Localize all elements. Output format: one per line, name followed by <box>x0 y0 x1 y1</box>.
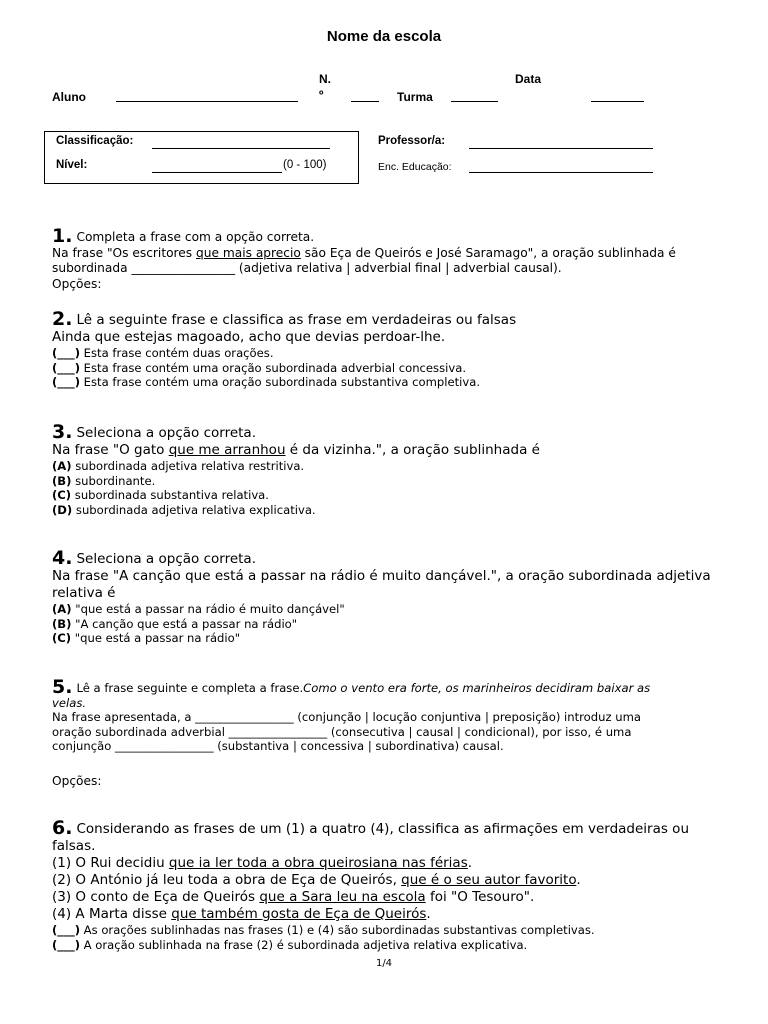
stem-text: é da vizinha.", a oração sublinhada é <box>285 442 540 458</box>
item-text: A oração sublinhada na frase (2) é subordinada adjetiva relativa explicativa. <box>80 937 528 952</box>
nivel-label: Nível: <box>56 159 88 171</box>
answer-blank[interactable]: (___) <box>52 346 80 360</box>
option-text: "A canção que está a passar na rádio" <box>71 616 298 631</box>
nivel-field[interactable] <box>152 172 282 173</box>
question-number: 1. <box>52 225 73 247</box>
answer-blank[interactable]: (___) <box>52 360 80 375</box>
option-text: "que está a passar na rádio" <box>71 631 241 646</box>
sentence-text: (1) O Rui decidiu <box>52 855 169 871</box>
fill-in-line[interactable]: subordinada _________________ (adjetiva relativa | adverbial final | adverbial causal). <box>52 261 562 275</box>
sentence-text: . <box>426 906 431 922</box>
italic-sentence: Como o vento era forte, os marinheiros decidiram baixar as <box>303 681 651 695</box>
sentence-text: . <box>576 872 581 888</box>
option-b[interactable] <box>52 617 712 632</box>
true-false-item[interactable] <box>52 375 712 390</box>
underlined-clause: que é o seu autor favorito <box>401 872 577 888</box>
option-text: subordinada adjetiva relativa restritiva. <box>71 459 305 473</box>
true-false-item[interactable] <box>52 923 712 938</box>
question-prompt: Lê a frase seguinte e completa a frase. <box>76 681 304 695</box>
item-text: Esta frase contém uma oração subordinada adverbial concessiva. <box>80 360 467 375</box>
item-text: Esta frase contém uma oração subordinada substantiva completiva. <box>80 375 481 390</box>
option-text: subordinada substantiva relativa. <box>71 488 269 503</box>
underlined-clause: que me arranhou <box>168 442 286 458</box>
stem-text: Na frase "O gato <box>52 442 169 458</box>
stem-text: são Eça de Queirós e José Saramago", a oração sublinhada é <box>300 245 676 260</box>
question-number: 3. <box>52 421 73 443</box>
question-sentence: Ainda que estejas magoado, acho que devias perdoar-lhe. <box>52 329 446 345</box>
sentence-text: (2) O António já leu toda a obra de Eça de Queirós, <box>52 872 402 888</box>
page-number: 1/4 <box>375 958 393 969</box>
underlined-clause: que a Sara leu na escola <box>259 889 426 905</box>
aluno-field[interactable] <box>116 101 298 102</box>
turma-label: Turma <box>397 90 433 104</box>
data-label: Data <box>515 72 542 86</box>
answer-blank[interactable]: (___) <box>52 923 80 937</box>
enc-educacao-label: Enc. Educação: <box>378 161 452 173</box>
option-letter: (A) <box>52 459 72 473</box>
question-1 <box>52 225 712 292</box>
sentence-text: (4) A Marta disse <box>52 906 172 922</box>
numero-label: N. <box>319 72 331 86</box>
answer-blank[interactable]: (___) <box>52 375 80 390</box>
option-letter: (B) <box>52 616 72 631</box>
option-a[interactable] <box>52 459 712 474</box>
option-letter: (B) <box>52 473 72 488</box>
nivel-range: (0 - 100) <box>283 159 327 171</box>
sentence-text: (3) O conto de Eça de Queirós <box>52 889 260 905</box>
professor-label: Professor/a: <box>378 135 446 147</box>
option-text: subordinada adjetiva relativa explicativa. <box>72 502 316 517</box>
sentence-text: foi "O Tesouro". <box>425 889 535 905</box>
question-5 <box>52 676 712 789</box>
stem-text: Na frase "Os escritores <box>52 245 197 260</box>
option-letter: (C) <box>52 488 72 503</box>
question-prompt-cont: falsas. <box>52 838 96 854</box>
question-prompt: Lê a seguinte frase e classifica as frase em verdadeiras ou falsas <box>76 312 517 328</box>
item-text: As orações sublinhadas nas frases (1) e (4) são subordinadas substantivas completivas. <box>80 923 595 937</box>
question-number: 5. <box>52 676 73 698</box>
question-3 <box>52 421 712 517</box>
question-prompt: Considerando as frases de um (1) a quatro (4), classifica as afirmações em verdadeiras ou <box>76 821 689 837</box>
question-number: 4. <box>52 547 73 569</box>
underlined-clause: que também gosta de Eça de Queirós <box>171 906 427 922</box>
option-letter: (A) <box>52 602 72 616</box>
question-number: 2. <box>52 308 73 330</box>
turma-field[interactable] <box>451 101 498 102</box>
sentence-text: . <box>467 855 473 871</box>
question-prompt: Seleciona a opção correta. <box>76 551 256 567</box>
option-c[interactable] <box>52 488 712 503</box>
numero-label-ordinal: º <box>319 88 324 102</box>
question-prompt: Completa a frase com a opção correta. <box>76 230 315 244</box>
option-text: subordinante. <box>71 473 156 488</box>
question-stem-cont: relativa é <box>52 585 116 601</box>
underlined-clause: que ia ler toda a obra queirosiana nas férias <box>168 855 468 871</box>
true-false-item[interactable] <box>52 938 712 953</box>
option-text: "que está a passar na rádio é muito dançável" <box>71 602 345 616</box>
enc-educacao-field[interactable] <box>469 172 653 173</box>
underlined-clause: que mais aprecio <box>196 245 301 260</box>
option-c[interactable] <box>52 631 712 646</box>
aluno-label: Aluno <box>52 90 86 104</box>
option-b[interactable] <box>52 474 712 489</box>
classificacao-label: Classificação: <box>56 135 134 147</box>
question-prompt: Seleciona a opção correta. <box>76 425 256 441</box>
true-false-item[interactable] <box>52 361 712 376</box>
option-a[interactable] <box>52 602 712 617</box>
fill-in-line[interactable]: oração subordinada adverbial _________________ (consecutiva | causal | condicional), por isso, é uma <box>52 724 632 739</box>
answer-blank[interactable]: (___) <box>52 937 80 952</box>
school-name: Nome da escola <box>326 28 442 45</box>
classificacao-field[interactable] <box>152 148 330 149</box>
question-number: 6. <box>52 817 73 839</box>
numero-field[interactable] <box>351 101 379 102</box>
professor-field[interactable] <box>469 148 653 149</box>
option-letter: (D) <box>52 502 73 517</box>
options-label: Opções: <box>52 773 102 788</box>
option-letter: (C) <box>52 631 72 646</box>
data-field[interactable] <box>591 101 644 102</box>
question-stem: Na frase "A canção que está a passar na rádio é muito dançável.", a oração subordinada adjetiva <box>52 568 711 584</box>
option-d[interactable] <box>52 503 712 518</box>
fill-in-line[interactable]: Na frase apresentada, a _________________ (conjunção | locução conjuntiva | preposição) introduz uma <box>52 710 641 725</box>
question-4 <box>52 547 712 646</box>
fill-in-line[interactable]: conjunção _________________ (substantiva | concessiva | subordinativa) causal. <box>52 739 504 754</box>
true-false-item[interactable] <box>52 346 712 361</box>
italic-sentence-cont: velas. <box>52 695 87 710</box>
item-text: Esta frase contém duas orações. <box>80 346 274 360</box>
question-6 <box>52 817 712 952</box>
question-2 <box>52 308 712 390</box>
options-label: Opções: <box>52 276 102 291</box>
